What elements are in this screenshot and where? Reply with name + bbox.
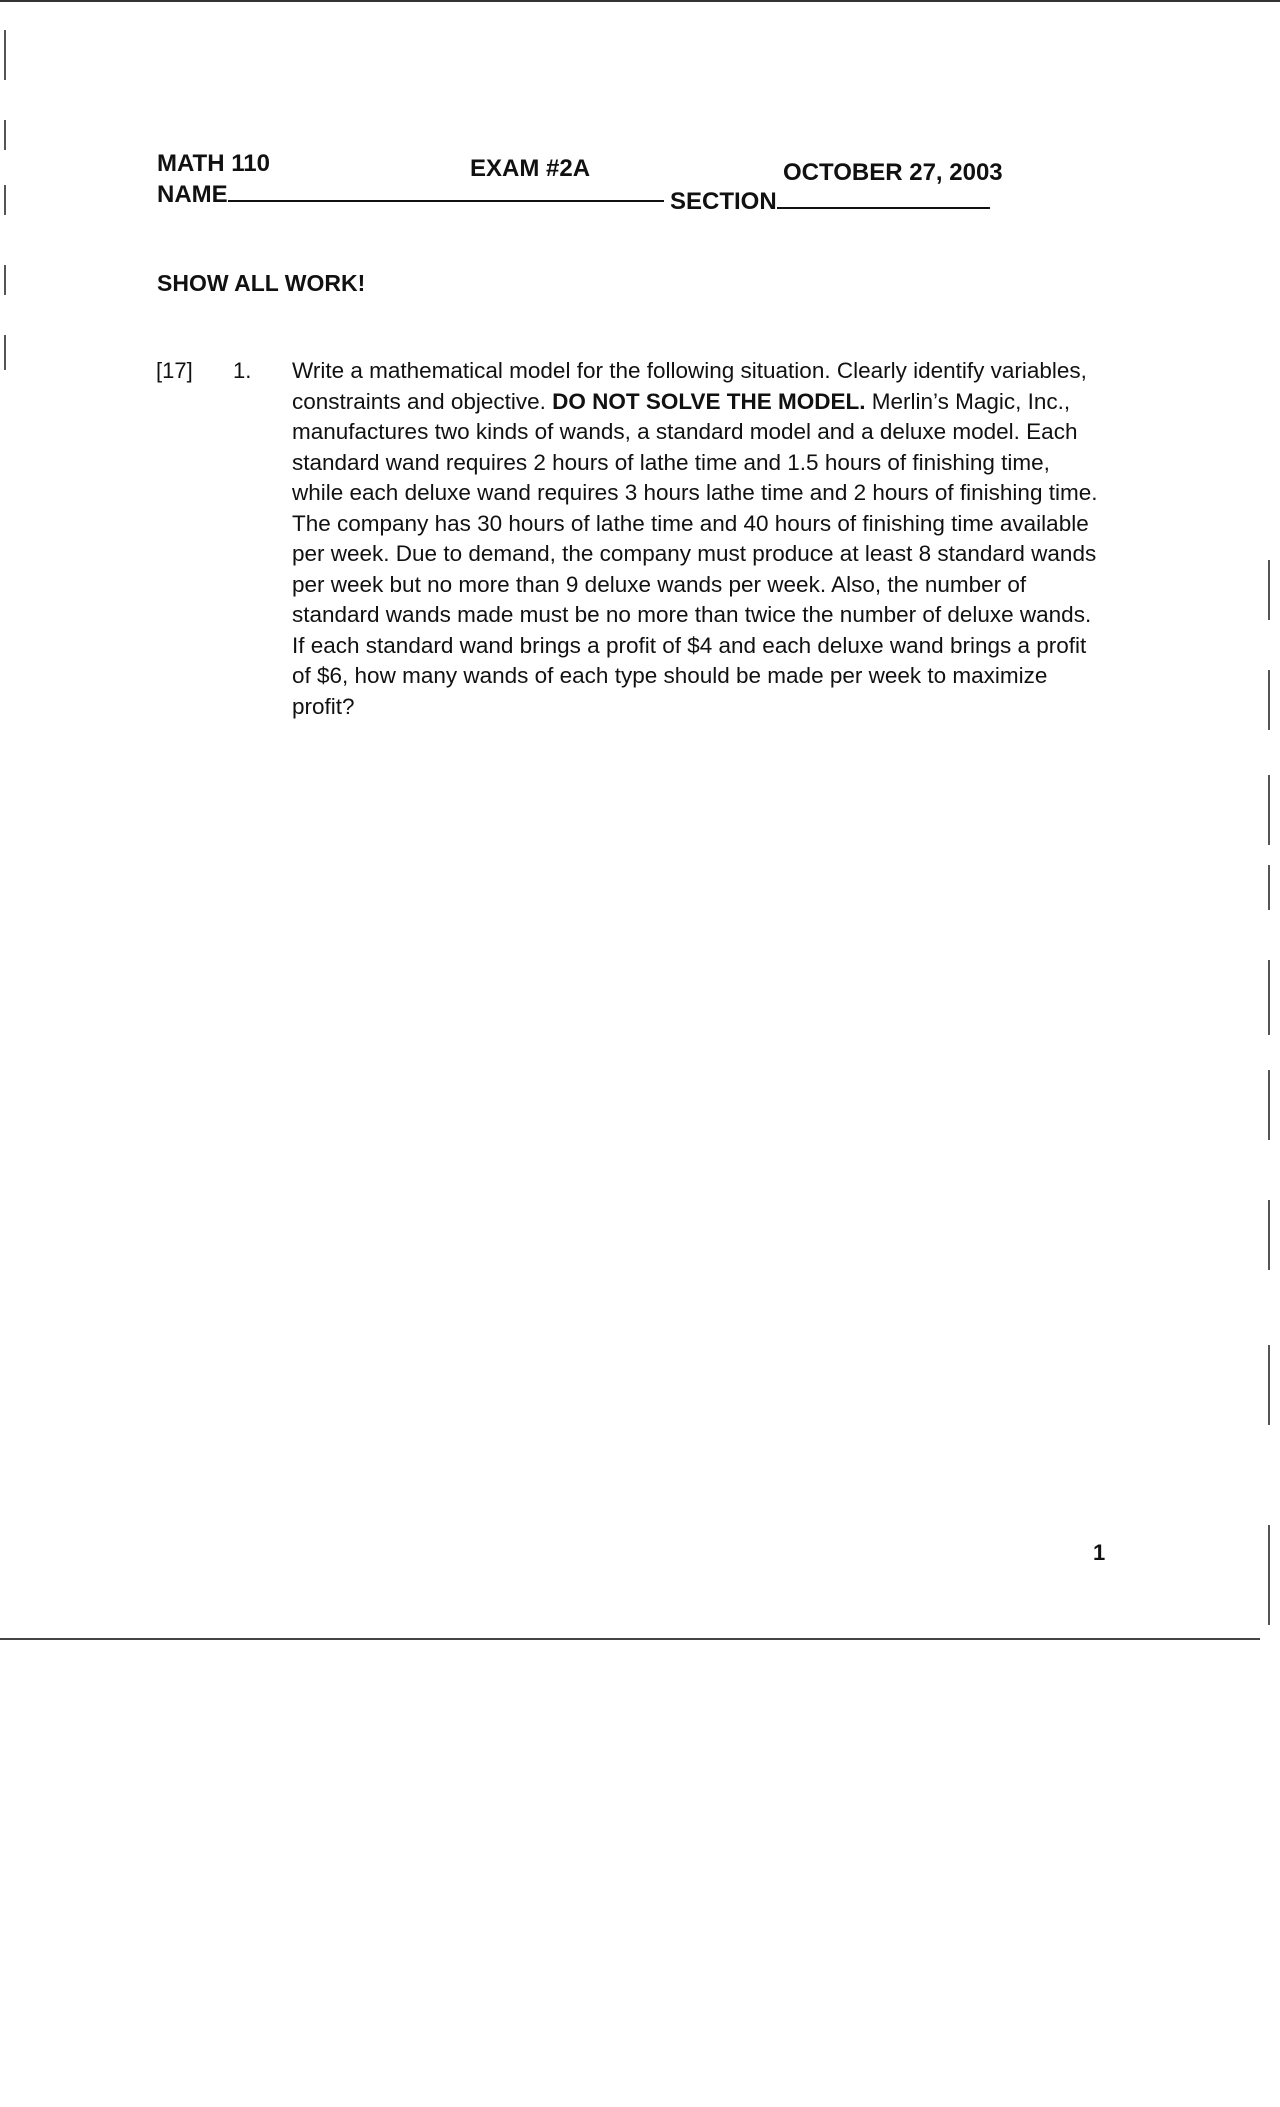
section-field[interactable] [777, 187, 990, 209]
problem-emphasis: DO NOT SOLVE THE MODEL. [552, 388, 866, 414]
scan-edge-right [1268, 1200, 1270, 1270]
instructions: SHOW ALL WORK! [157, 270, 366, 296]
scan-edge-right [1268, 560, 1270, 620]
problem-body: Merlin’s Magic, Inc., manufactures two kinds of wands, a standard model and a deluxe model. Each standard wand requires 2 hours of lathe time and 1.5 hours of finishing time, while each deluxe wand requires 3 hours lathe time and 2 hours of finishing time. The company has 30 hours of lathe time and 40 hours of finishing time available per week. Due to demand, the company must produce at least 8 standard wands per week but no more than 9 deluxe wands per week. Also, the number of standard wands made must be no more than twice the number of deluxe wands. If each standard wand brings a profit of $4 and each deluxe wand brings a profit of $6, how many wands of each type should be made per week to maximize profit? [292, 388, 1098, 719]
page-number: 1 [1093, 1540, 1106, 1565]
scan-edge-right [1268, 865, 1270, 910]
scan-edge-top [0, 0, 1280, 2]
problem-number: 1. [233, 358, 252, 383]
scan-edge-left [4, 265, 6, 295]
section-row [670, 187, 990, 216]
scan-edge-right [1268, 670, 1270, 730]
name-field[interactable] [228, 180, 664, 202]
exam-date: OCTOBER 27, 2003 [783, 159, 1003, 186]
scan-edge-left [4, 120, 6, 150]
scan-edge-left [4, 335, 6, 370]
scan-edge-left [4, 30, 6, 80]
scan-edge-right [1268, 1345, 1270, 1425]
scan-edge-right [1268, 1070, 1270, 1140]
scan-edge-right [1268, 775, 1270, 845]
exam-title: EXAM #2A [470, 155, 591, 182]
problem-text [292, 356, 1107, 722]
problem-intro: Write a mathematical model for the following situation. Clearly identify variables, constraints and objective. [292, 358, 1087, 414]
scan-edge-left [4, 185, 6, 215]
name-row [157, 180, 664, 209]
course-title: MATH 110 [157, 150, 270, 177]
scan-edge-right [1268, 960, 1270, 1035]
name-label: NAME [157, 181, 228, 208]
problem-points: [17] [156, 358, 193, 383]
scan-edge-right [1268, 1525, 1270, 1625]
section-label: SECTION [670, 188, 777, 215]
scan-edge-bottom [0, 1638, 1260, 1640]
